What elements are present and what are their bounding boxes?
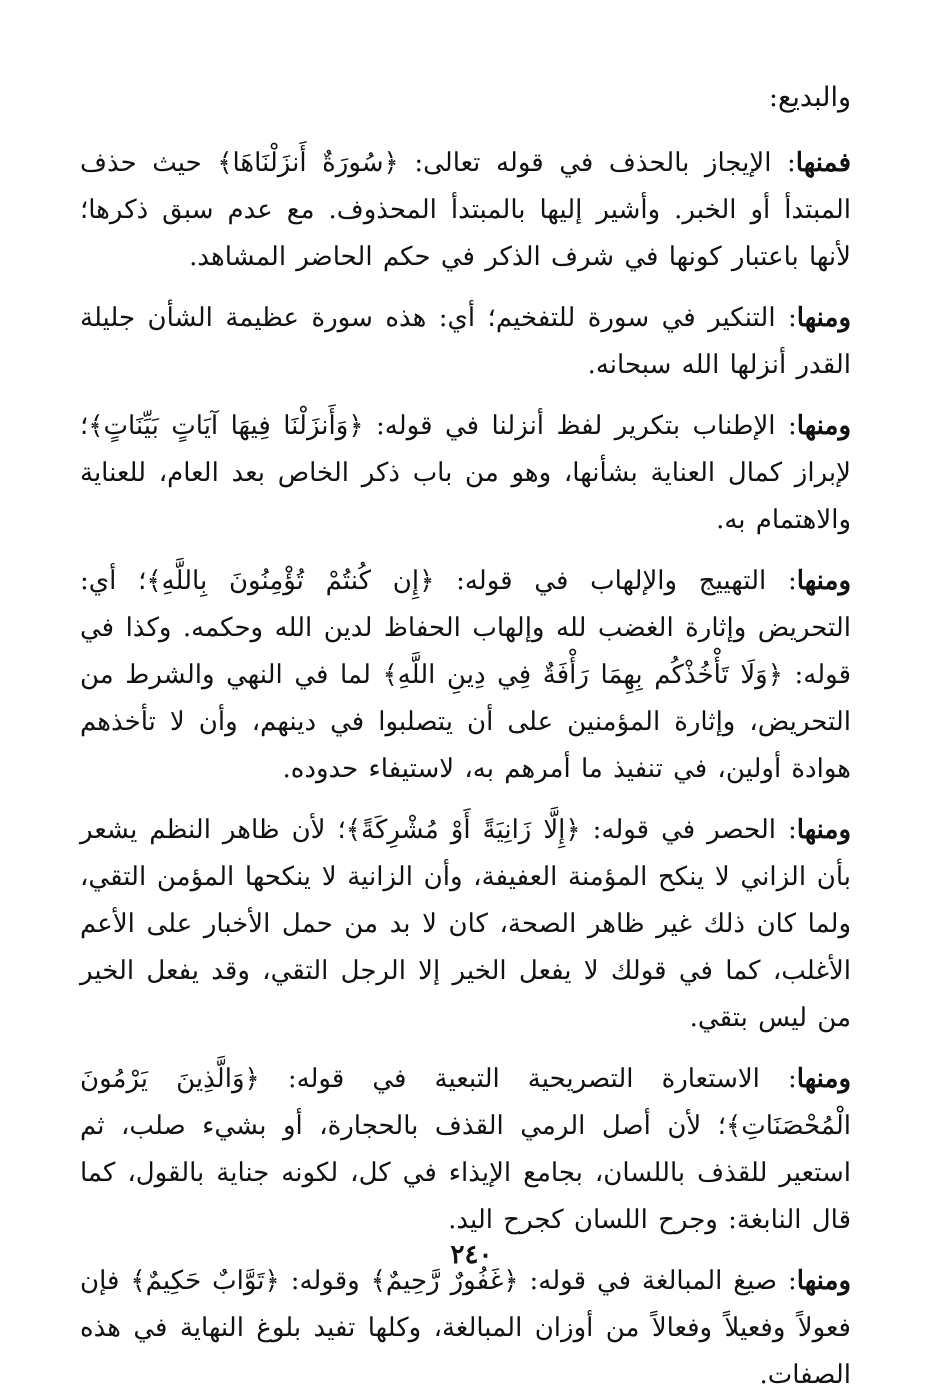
paragraph-lead: ومنها [796,566,851,596]
paragraph-hasr [80,807,851,1042]
paragraph-mubalagha [80,1258,851,1399]
paragraph-text: : الحصر في قوله: ﴿إِلَّا زَانِيَةً أَوْ مُشْرِكَةً﴾؛ لأن ظاهر النظم يشعر بأن الزاني لا ينكح المؤمنة العفيفة، وأن الزانية لا ينكحها المؤمن التقي، ولما كان ذلك غير ظاهر الصحة، كان لا بد من حمل الأخبار على الأعم الأغلب، كما في قولك لا يفعل الخير إلا الرجل التقي، وقد يفعل الخير من ليس بتقي. [80,815,851,1033]
paragraph-lead: ومنها [796,1266,851,1296]
paragraph-text: : صيغ المبالغة في قوله: ﴿غَفُورٌ رَّحِيمٌ﴾ وقوله: ﴿تَوَّابٌ حَكِيمٌ﴾ فإن فعولاً وفعيلاً وفعالاً من أوزان المبالغة، وكلها تفيد بلوغ النهاية في هذه الصفات. [80,1266,851,1390]
paragraph-lead: فمنها [795,148,851,178]
paragraph-text: : الإطناب بتكرير لفظ أنزلنا في قوله: ﴿وَأَنزَلْنَا فِيهَا آيَاتٍ بَيِّنَاتٍ﴾؛ لإبراز كمال العناية بشأنها، وهو من باب ذكر الخاص بعد العام، للعناية والاهتمام به. [80,411,851,535]
paragraph-text: : الاستعارة التصريحية التبعية في قوله: ﴿وَالَّذِينَ يَرْمُونَ الْمُحْصَنَاتِ﴾؛ لأن أصل الرمي القذف بالحجارة، أو بشيء صلب، ثم استعير للقذف باللسان، بجامع الإيذاء في كل، لكونه جناية بالقول، كما قال النابغة: وجرح اللسان كجرح اليد. [80,1064,851,1235]
paragraph-istiara [80,1056,851,1244]
paragraph-ijaz [80,140,851,281]
paragraph-lead: ومنها [796,303,851,333]
paragraph-tahyij [80,558,851,793]
paragraph-text: : التهييج والإلهاب في قوله: ﴿إِن كُنتُمْ تُؤْمِنُونَ بِاللَّهِ﴾؛ أي: التحريض وإثارة الغضب لله وإلهاب الحفاظ لدين الله وحكمه. وكذا في قوله: ﴿وَلَا تَأْخُذْكُم بِهِمَا رَأْفَةٌ فِي دِينِ اللَّهِ﴾ لما في النهي والشرط من التحريض، وإثارة المؤمنين على أن يتصلبوا في دينهم، وأن لا تأخذهم هوادة أولين، في تنفيذ ما أمرهم به، لاستيفاء حدوده. [80,566,851,784]
paragraph-lead: ومنها [796,1064,851,1094]
section-heading: والبديع: [768,82,851,113]
paragraph-lead: ومنها [796,411,851,441]
paragraph-text: : الإيجاز بالحذف في قوله تعالى: ﴿سُورَةٌ أَنزَلْنَاهَا﴾ حيث حذف المبتدأ أو الخبر. وأشير إليها بالمبتدأ المحذوف. مع عدم سبق ذكرها؛ لأنها باعتبار كونها في شرف الذكر في حكم الحاضر المشاهد. [80,148,851,272]
paragraph-text: : التنكير في سورة للتفخيم؛ أي: هذه سورة عظيمة الشأن جليلة القدر أنزلها الله سبحانه. [80,303,851,380]
paragraph-lead: ومنها [796,815,851,845]
paragraph-tankir [80,295,851,389]
paragraph-itnab [80,403,851,544]
page-number: ٢٤٠ [450,1240,493,1270]
